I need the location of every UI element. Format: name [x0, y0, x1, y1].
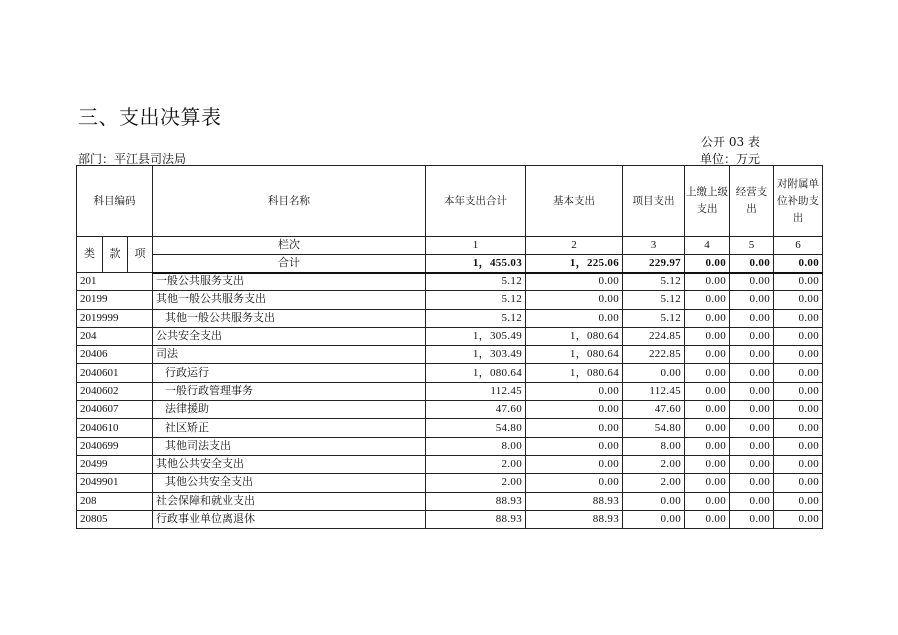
header-kuan: 款: [103, 237, 128, 273]
value-project: 2.00: [623, 474, 685, 492]
value-business: 0.00: [730, 309, 774, 327]
value-total: 88.93: [426, 492, 526, 510]
column-index-6: 6: [774, 237, 823, 255]
value-business: 0.00: [730, 327, 774, 345]
subject-name: 行政运行: [153, 364, 426, 382]
value-project: 0.00: [623, 492, 685, 510]
header-business-expenditure: 经营支出: [730, 166, 774, 237]
value-subsidy: 0.00: [774, 437, 823, 455]
value-basic: 0.00: [526, 474, 623, 492]
subject-name: 司法: [153, 346, 426, 364]
subject-code: 2049901: [77, 474, 153, 492]
subject-code: 20199: [77, 291, 153, 309]
page-title: 三、支出决算表: [78, 105, 222, 129]
value-project: 224.85: [623, 327, 685, 345]
value-basic: 0.00: [526, 273, 623, 291]
value-total: 54.80: [426, 419, 526, 437]
value-basic: 0.00: [526, 401, 623, 419]
subject-code: 2040699: [77, 437, 153, 455]
value-business: 0.00: [730, 401, 774, 419]
column-index-4: 4: [685, 237, 730, 255]
total-row: [77, 255, 823, 273]
value-project: 0.00: [623, 364, 685, 382]
value-business: 0.00: [730, 382, 774, 400]
unit-label: 单位：万元: [700, 152, 761, 166]
value-total: 2.00: [426, 474, 526, 492]
value-total: 88.93: [426, 510, 526, 528]
total-value-project: 229.97: [623, 255, 685, 273]
header-total-expenditure: 本年支出合计: [426, 166, 526, 237]
column-index-row: [77, 237, 823, 255]
value-business: 0.00: [730, 364, 774, 382]
total-label: 合计: [153, 255, 426, 273]
value-subsidy: 0.00: [774, 510, 823, 528]
expenditure-table: [76, 165, 823, 529]
value-basic: 1，080.64: [526, 327, 623, 345]
table-row: [77, 492, 823, 510]
value-basic: 88.93: [526, 510, 623, 528]
value-remit: 0.00: [685, 455, 730, 473]
value-remit: 0.00: [685, 382, 730, 400]
value-business: 0.00: [730, 455, 774, 473]
header-xiang: 项: [128, 237, 153, 273]
table-header: [77, 166, 823, 273]
value-subsidy: 0.00: [774, 327, 823, 345]
value-project: 8.00: [623, 437, 685, 455]
value-remit: 0.00: [685, 327, 730, 345]
form-number: 公开 03 表: [701, 135, 760, 149]
value-basic: 1，080.64: [526, 346, 623, 364]
value-remit: 0.00: [685, 309, 730, 327]
column-index-1: 1: [426, 237, 526, 255]
value-project: 112.45: [623, 382, 685, 400]
header-lei: 类: [77, 237, 103, 273]
value-business: 0.00: [730, 419, 774, 437]
table-row: [77, 474, 823, 492]
value-total: 5.12: [426, 273, 526, 291]
subject-name: 其他一般公共服务支出: [153, 309, 426, 327]
subject-name: 其他公共安全支出: [153, 455, 426, 473]
value-total: 1，305.49: [426, 327, 526, 345]
total-value-basic: 1，225.06: [526, 255, 623, 273]
subject-name: 其他一般公共服务支出: [153, 291, 426, 309]
value-basic: 0.00: [526, 437, 623, 455]
value-business: 0.00: [730, 510, 774, 528]
column-index-5: 5: [730, 237, 774, 255]
table-row: [77, 309, 823, 327]
value-subsidy: 0.00: [774, 382, 823, 400]
value-total: 5.12: [426, 309, 526, 327]
value-subsidy: 0.00: [774, 309, 823, 327]
subject-name: 法律援助: [153, 401, 426, 419]
table-row: [77, 455, 823, 473]
value-basic: 0.00: [526, 382, 623, 400]
value-basic: 0.00: [526, 419, 623, 437]
table-row: [77, 437, 823, 455]
value-basic: 1，080.64: [526, 364, 623, 382]
subject-code: 2040607: [77, 401, 153, 419]
total-value-total: 1，455.03: [426, 255, 526, 273]
department-label: 部门：平江县司法局: [78, 152, 187, 166]
subject-name: 社区矫正: [153, 419, 426, 437]
table-row: [77, 273, 823, 291]
table-body: [77, 273, 823, 529]
column-index-2: 2: [526, 237, 623, 255]
value-business: 0.00: [730, 346, 774, 364]
table-row: [77, 291, 823, 309]
subject-name: 其他公共安全支出: [153, 474, 426, 492]
column-index-label: 栏次: [153, 237, 426, 255]
table-row: [77, 327, 823, 345]
value-remit: 0.00: [685, 419, 730, 437]
value-remit: 0.00: [685, 346, 730, 364]
value-remit: 0.00: [685, 291, 730, 309]
value-remit: 0.00: [685, 492, 730, 510]
value-project: 5.12: [623, 291, 685, 309]
value-remit: 0.00: [685, 510, 730, 528]
value-total: 112.45: [426, 382, 526, 400]
subject-name: 其他司法支出: [153, 437, 426, 455]
value-subsidy: 0.00: [774, 401, 823, 419]
value-business: 0.00: [730, 437, 774, 455]
table-row: [77, 364, 823, 382]
value-project: 5.12: [623, 273, 685, 291]
subject-code: 20499: [77, 455, 153, 473]
subject-code: 2019999: [77, 309, 153, 327]
header-project-expenditure: 项目支出: [623, 166, 685, 237]
table-row: [77, 419, 823, 437]
subject-code: 20406: [77, 346, 153, 364]
value-business: 0.00: [730, 273, 774, 291]
total-value-remit: 0.00: [685, 255, 730, 273]
value-remit: 0.00: [685, 474, 730, 492]
header-subsidy-expenditure: 对附属单位补助支出: [774, 166, 823, 237]
value-subsidy: 0.00: [774, 492, 823, 510]
value-remit: 0.00: [685, 364, 730, 382]
value-project: 0.00: [623, 510, 685, 528]
value-project: 2.00: [623, 455, 685, 473]
value-basic: 0.00: [526, 291, 623, 309]
value-subsidy: 0.00: [774, 291, 823, 309]
subject-name: 一般公共服务支出: [153, 273, 426, 291]
value-remit: 0.00: [685, 273, 730, 291]
value-subsidy: 0.00: [774, 419, 823, 437]
value-remit: 0.00: [685, 437, 730, 455]
column-index-3: 3: [623, 237, 685, 255]
subject-name: 公共安全支出: [153, 327, 426, 345]
value-business: 0.00: [730, 291, 774, 309]
table-row: [77, 401, 823, 419]
value-project: 54.80: [623, 419, 685, 437]
table-row: [77, 382, 823, 400]
table-row: [77, 510, 823, 528]
value-subsidy: 0.00: [774, 346, 823, 364]
header-subject-name: 科目名称: [153, 166, 426, 237]
value-total: 8.00: [426, 437, 526, 455]
value-total: 1，303.49: [426, 346, 526, 364]
total-value-subsidy: 0.00: [774, 255, 823, 273]
value-total: 2.00: [426, 455, 526, 473]
value-subsidy: 0.00: [774, 455, 823, 473]
value-basic: 0.00: [526, 309, 623, 327]
value-remit: 0.00: [685, 401, 730, 419]
subject-code: 2040602: [77, 382, 153, 400]
subject-code: 2040601: [77, 364, 153, 382]
subject-name: 社会保障和就业支出: [153, 492, 426, 510]
header-basic-expenditure: 基本支出: [526, 166, 623, 237]
value-total: 5.12: [426, 291, 526, 309]
header-remit-expenditure: 上缴上级支出: [685, 166, 730, 237]
value-project: 47.60: [623, 401, 685, 419]
value-total: 1，080.64: [426, 364, 526, 382]
value-business: 0.00: [730, 492, 774, 510]
subject-name: 行政事业单位离退休: [153, 510, 426, 528]
value-basic: 0.00: [526, 455, 623, 473]
value-project: 222.85: [623, 346, 685, 364]
header-subject-code: 科目编码: [77, 166, 153, 237]
value-subsidy: 0.00: [774, 364, 823, 382]
value-basic: 88.93: [526, 492, 623, 510]
value-business: 0.00: [730, 474, 774, 492]
subject-code: 2040610: [77, 419, 153, 437]
subject-code: 204: [77, 327, 153, 345]
header-row: [77, 166, 823, 237]
value-total: 47.60: [426, 401, 526, 419]
value-subsidy: 0.00: [774, 273, 823, 291]
value-subsidy: 0.00: [774, 474, 823, 492]
subject-code: 20805: [77, 510, 153, 528]
table-row: [77, 346, 823, 364]
subject-code: 201: [77, 273, 153, 291]
value-project: 5.12: [623, 309, 685, 327]
subject-name: 一般行政管理事务: [153, 382, 426, 400]
subject-code: 208: [77, 492, 153, 510]
total-value-business: 0.00: [730, 255, 774, 273]
